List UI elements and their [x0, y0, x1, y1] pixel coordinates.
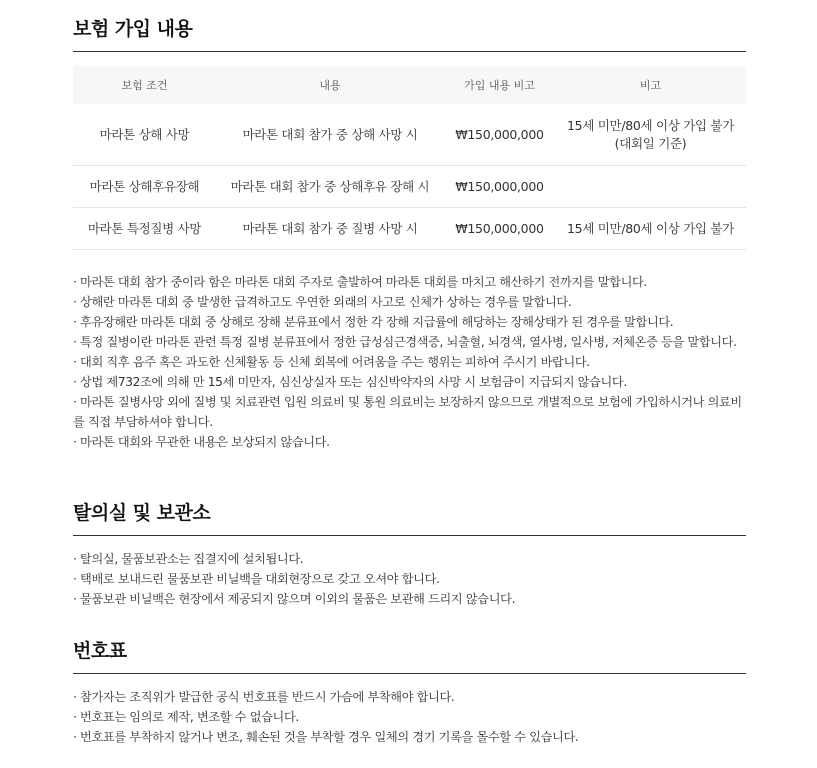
list-item: · 택배로 보내드린 물품보관 비닐백을 대회현장으로 갖고 오셔야 합니다. [73, 572, 440, 586]
cell-note [555, 104, 746, 166]
list-item: · 상해란 마라톤 대회 중 발생한 급격하고도 우연한 외래의 사고로 신체가 상하는 경우를 말합니다. [73, 295, 572, 309]
locker-notes-list [73, 549, 746, 609]
header-condition: 보험 조건 [73, 66, 216, 104]
cell-amount: ₩150,000,000 [444, 104, 555, 166]
cell-condition: 마라톤 상해 사망 [73, 104, 216, 166]
cell-note-line: 15세 미만/80세 이상 가입 불가 [567, 220, 734, 236]
list-item: · 마라톤 대회와 무관한 내용은 보상되지 않습니다. [73, 435, 330, 449]
cell-amount: ₩150,000,000 [444, 208, 555, 250]
locker-section-title: 탈의실 및 보관소 [73, 498, 746, 536]
list-item: · 후유장해란 마라톤 대회 중 상해로 장해 분류표에서 정한 각 장해 지급률에 해당하는 장해상태가 된 경우를 말합니다. [73, 315, 674, 329]
cell-content: 마라톤 대회 참가 중 상해후유 장해 시 [216, 166, 444, 208]
list-item: · 물품보관 비닐백은 현장에서 제공되지 않으며 이외의 물품은 보관해 드리지 않습니다. [73, 592, 516, 606]
list-item: · 마라톤 질병사망 외에 질병 및 치료관련 입원 의료비 및 통원 의료비는 보장하지 않으므로 개별적으로 보험에 가입하시거나 의료비를 직접 부담하셔야 합니다. [73, 395, 742, 429]
table-header-row [73, 66, 746, 104]
header-amount: 가입 내용 비고 [444, 66, 555, 104]
list-item: · 번호표를 부착하지 않거나 변조, 훼손된 것을 부착할 경우 일체의 경기 기록을 몰수할 수 있습니다. [73, 730, 579, 744]
list-item: · 대회 직후 음주 혹은 과도한 신체활동 등 신체 회복에 어려움을 주는 행위는 피하여 주시기 바랍니다. [73, 355, 590, 369]
cell-content: 마라톤 대회 참가 중 질병 사망 시 [216, 208, 444, 250]
table-row [73, 208, 746, 250]
cell-note-line: (대회일 기준) [614, 135, 687, 151]
insurance-table [73, 66, 746, 250]
table-row [73, 166, 746, 208]
list-item: · 탈의실, 물품보관소는 집결지에 설치됩니다. [73, 552, 304, 566]
bib-notes-list [73, 687, 746, 747]
list-item: · 마라톤 대회 참가 중이라 함은 마라톤 대회 주자로 출발하여 마라톤 대회를 마치고 해산하기 전까지를 말합니다. [73, 275, 647, 289]
insurance-notes-list [73, 272, 746, 452]
list-item: · 상법 제732조에 의해 만 15세 미만자, 심신상실자 또는 심신박약자의 사망 시 보험금이 지급되지 않습니다. [73, 375, 627, 389]
cell-note [555, 166, 746, 208]
cell-note-line: 15세 미만/80세 이상 가입 불가 [567, 117, 734, 133]
cell-condition: 마라톤 특정질병 사망 [73, 208, 216, 250]
list-item: · 참가자는 조직위가 발급한 공식 번호표를 반드시 가슴에 부착해야 합니다. [73, 690, 455, 704]
table-row [73, 104, 746, 166]
header-content: 내용 [216, 66, 444, 104]
insurance-section-title: 보험 가입 내용 [73, 14, 746, 52]
list-item: · 특정 질병이란 마라톤 관련 특정 질병 분류표에서 정한 급성심근경색증, 뇌출혈, 뇌경색, 열사병, 일사병, 저체온증 등을 말합니다. [73, 335, 737, 349]
header-note: 비고 [555, 66, 746, 104]
list-item: · 번호표는 임의로 제작, 변조할 수 없습니다. [73, 710, 299, 724]
cell-condition: 마라톤 상해후유장해 [73, 166, 216, 208]
bib-section-title: 번호표 [73, 636, 746, 674]
cell-content: 마라톤 대회 참가 중 상해 사망 시 [216, 104, 444, 166]
cell-amount: ₩150,000,000 [444, 166, 555, 208]
cell-note [555, 208, 746, 250]
